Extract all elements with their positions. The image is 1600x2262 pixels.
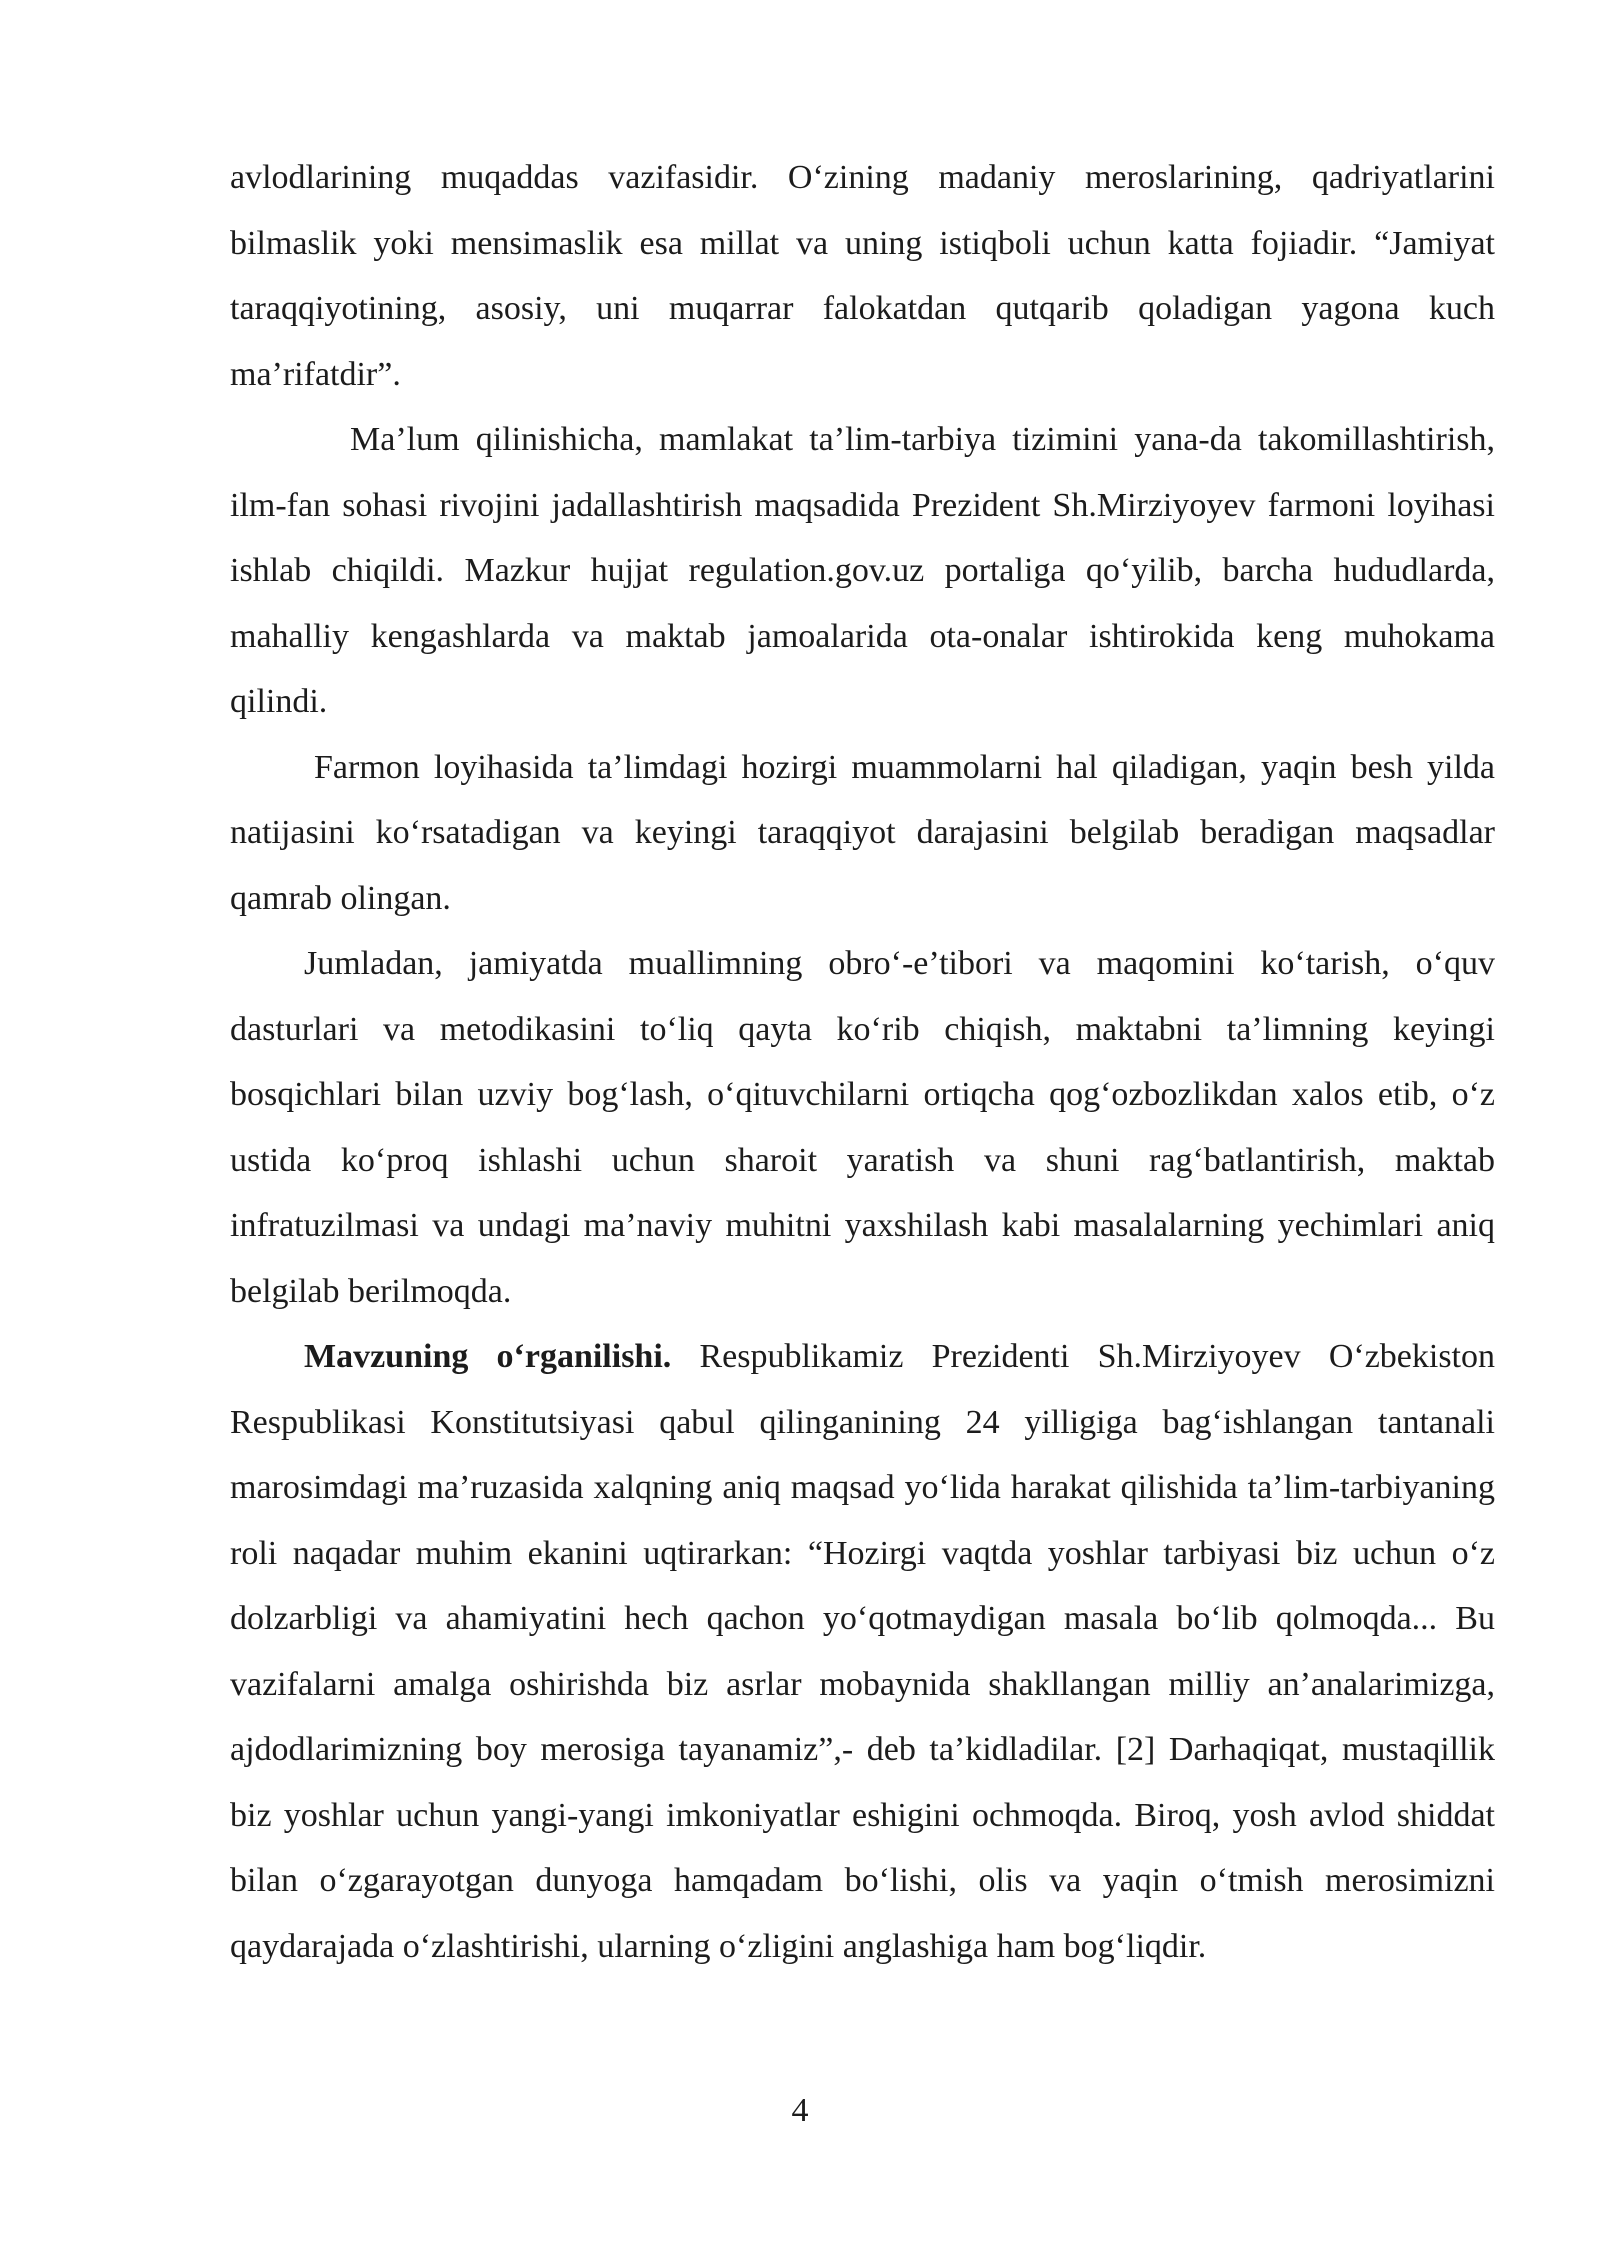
paragraph-decree-goals [230, 735, 1495, 932]
paragraph-continuation [230, 145, 1495, 407]
section-lead-heading: Mavzuning o‘rganilishi. [304, 1338, 672, 1375]
paragraph-text: Respublikamiz Prezidenti Sh.Mirziyoyev O‘zbekiston Respublikasi Konstitutsiyasi qabul qilinganining 24 yilligiga bag‘ishlangan tantanali marosimdagi ma’ruzasida xalqning aniq maqsad yo‘lida harakat qilishida ta’lim-tarbiyaning roli naqadar muhim ekanini uqtirarkan: “Hozirgi vaqtda yoshlar tarbiyasi biz uchun o‘z dolzarbligi va ahamiyatini hech qachon yo‘qotmaydigan masala bo‘lib qolmoqda... Bu vazifalarni amalga oshirishda biz asrlar mobaynida shakllangan milliy an’analarimizga, ajdodlarimizning boy merosiga tayanamiz”,- deb ta’kidladilar. [2] Darhaqiqat, mustaqillik biz yoshlar uchun yangi-yangi imkoniyatlar eshigini ochmoqda. Biroq, yosh avlod shiddat bilan o‘zgarayotgan dunyoga hamqadam bo‘lishi, olis va yaqin o‘tmish merosimizni qaydarajada o‘zlashtirishi, ularning o‘zligini anglashiga ham bog‘liqdir. [230, 1338, 1495, 1965]
paragraph-tasks [230, 931, 1495, 1324]
paragraph-text: Jumladan, jamiyatda muallimning obro‘-e’tibori va maqomini ko‘tarish, o‘quv dasturlari va metodikasini to‘liq qayta ko‘rib chiqish, maktabni ta’limning keyingi bosqichlari bilan uzviy bog‘lash, o‘qituvchilarni ortiqcha qog‘ozbozlikdan xalos etib, o‘z ustida ko‘proq ishlashi uchun sharoit yaratish va shuni rag‘batlantirish, maktab infratuzilmasi va undagi ma’naviy muhitni yaxshilash kabi masalalarning yechimlari aniq belgilab berilmoqda. [230, 945, 1495, 1310]
page-number: 4 [791, 2092, 809, 2129]
paragraph-announcement [230, 407, 1495, 735]
paragraph-text: avlodlarining muqaddas vazifasidir. O‘zining madaniy meroslarining, qadriyatlarini bilmaslik yoki mensimaslik esa millat va uning istiqboli uchun katta fojiadir. “Jamiyat taraqqiyotining, asosiy, uni muqarrar falokatdan qutqarib qoladigan yagona kuch ma’rifatdir”. [230, 159, 1495, 393]
paragraph-text: Farmon loyihasida ta’limdagi hozirgi muammolarni hal qiladigan, yaqin besh yilda natijasini ko‘rsatadigan va keyingi taraqqiyot darajasini belgilab beradigan maqsadlar qamrab olingan. [230, 748, 1495, 917]
paragraph-topic-study [230, 1324, 1495, 1979]
body-text [230, 145, 1495, 1979]
paragraph-text: Ma’lum qilinishicha, mamlakat ta’lim-tarbiya tizimini yana-da takomillashtirish, ilm-fan sohasi rivojini jadallashtirish maqsadida Prezident Sh.Mirziyoyev farmoni loyihasi ishlab chiqildi. Mazkur hujjat regulation.gov.uz portaliga qo‘yilib, barcha hududlarda, mahalliy kengashlarda va maktab jamoalarida ota-onalar ishtirokida keng muhokama qilindi. [230, 421, 1495, 720]
